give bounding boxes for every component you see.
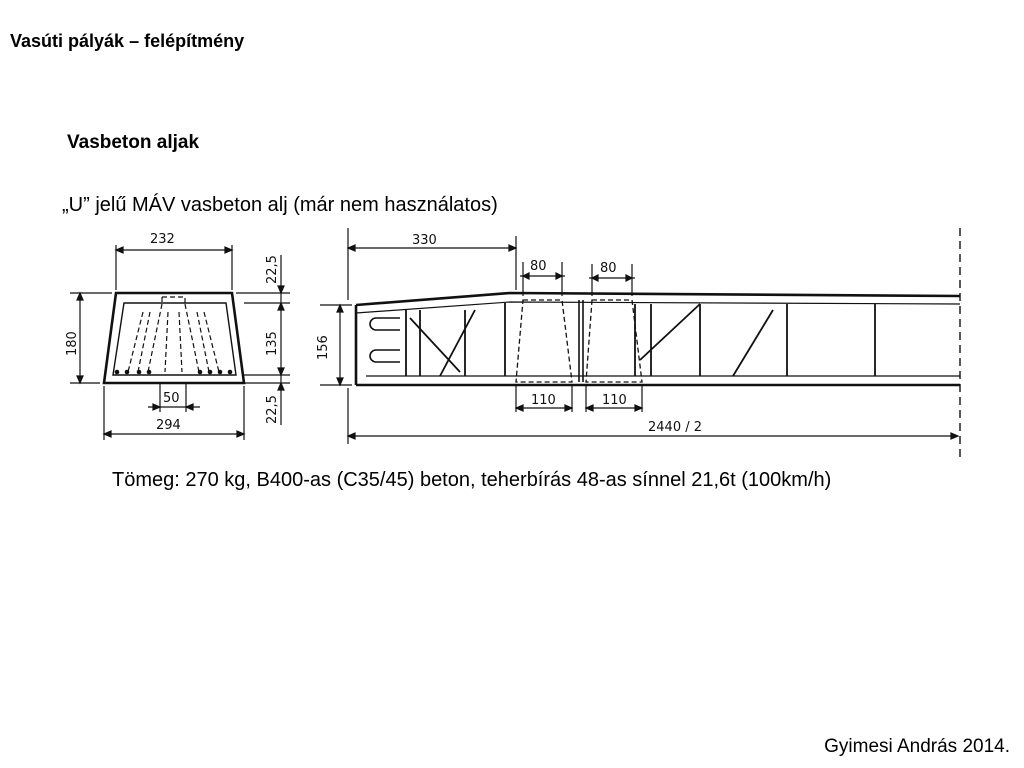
dim-side-height: 156 (316, 335, 331, 360)
footer-author: Gyimesi András 2014. (824, 736, 1010, 757)
dim-seat-bottom-2: 110 (602, 393, 627, 408)
section-title: Vasbeton aljak (67, 132, 200, 153)
dim-seat-top-2: 80 (600, 261, 617, 276)
figure-caption: Tömeg: 270 kg, B400-as (C35/45) beton, teherbírás 48-as sínnel 21,6t (100km/h) (112, 469, 832, 491)
dim-seat-top-1: 80 (530, 259, 547, 274)
dim-end-length: 330 (412, 233, 437, 248)
dim-bottom-gap: 22,5 (265, 395, 280, 424)
dim-inner-height: 135 (265, 331, 280, 356)
page-header-title: Vasúti pályák – felépítmény (10, 31, 245, 51)
side-view-labels (316, 233, 702, 435)
dim-height: 180 (65, 331, 80, 356)
cross-section-rebar-dots (115, 370, 233, 375)
figure-subtitle: „U” jelű MÁV vasbeton alj (már nem használatos) (62, 194, 498, 216)
cross-section-view (70, 245, 290, 440)
dim-top-gap: 22,5 (265, 255, 280, 284)
dim-half-length: 2440 / 2 (648, 420, 702, 435)
cross-section-labels (65, 232, 280, 433)
dim-seat-bottom-1: 110 (531, 393, 556, 408)
dim-base-inner: 50 (163, 391, 180, 406)
dim-base-width: 294 (156, 418, 181, 433)
cross-section-outline (104, 293, 244, 383)
dim-top-width: 232 (150, 232, 175, 247)
cross-section-inner-outline (113, 303, 236, 375)
side-view (320, 228, 960, 460)
cross-section-reinforcement (128, 297, 219, 372)
